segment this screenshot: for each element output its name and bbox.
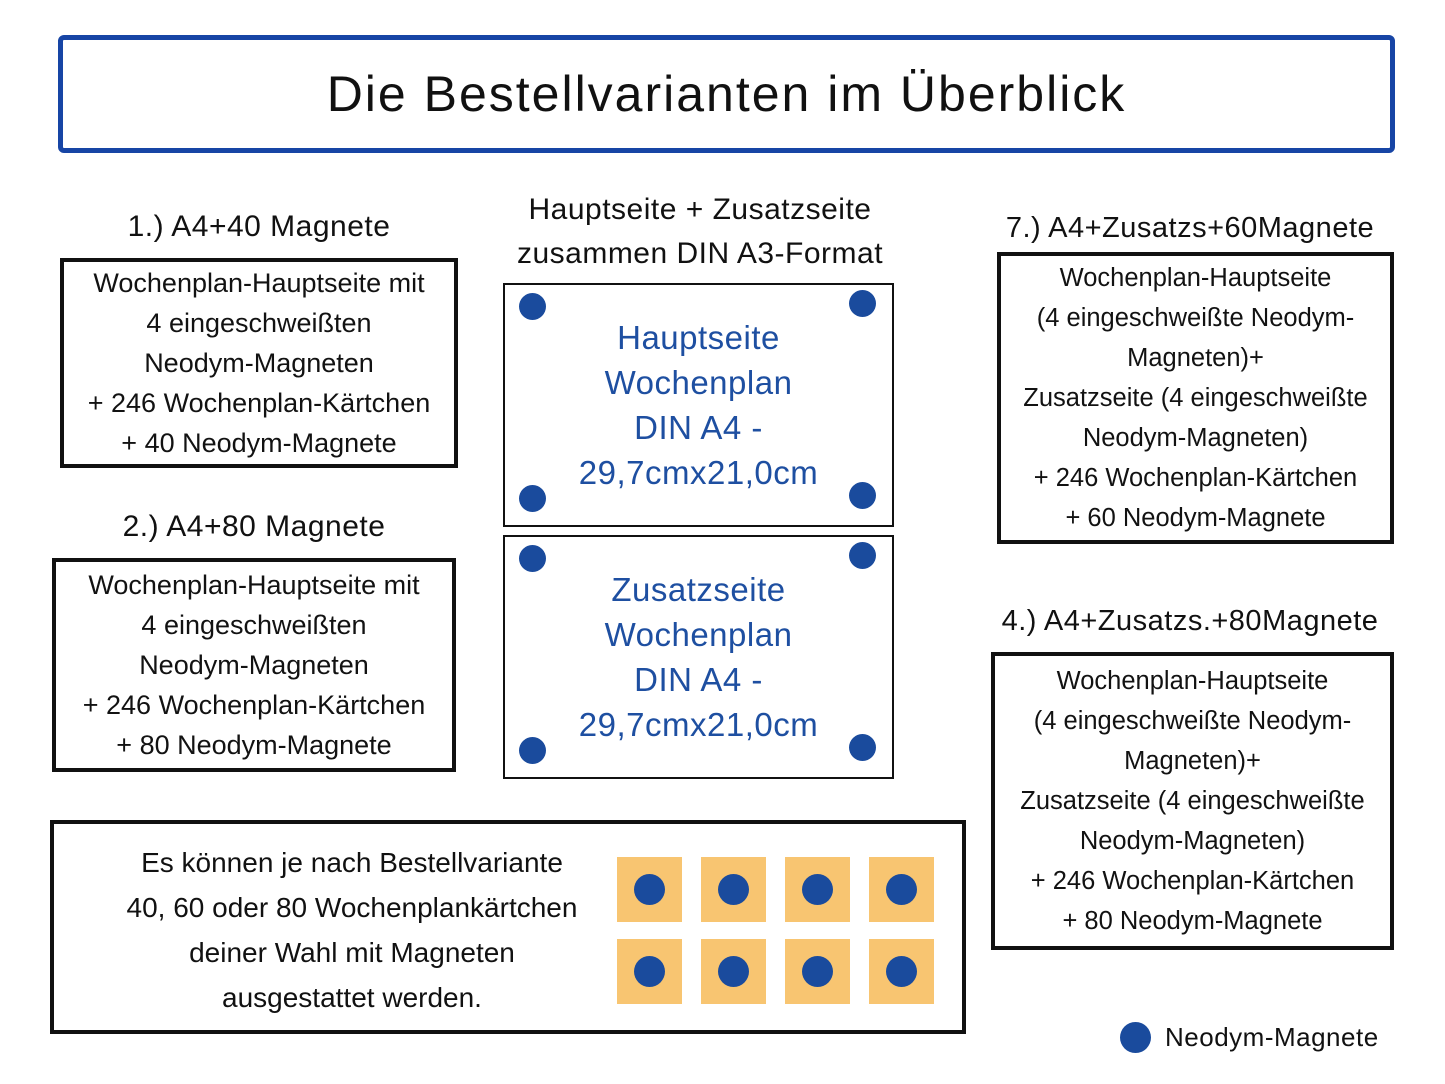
note-line: deiner Wahl mit Magneten	[189, 937, 515, 968]
note-line: ausgestattet werden.	[222, 982, 482, 1013]
magnet-dot	[886, 956, 917, 987]
magnet-dot	[1120, 1022, 1151, 1053]
magnet-dot	[802, 874, 833, 905]
title-banner	[58, 35, 1395, 153]
variant-1-line: 4 eingeschweißten	[146, 308, 372, 338]
variant-2-line: 4 eingeschweißten	[141, 610, 367, 640]
magnet-card	[617, 857, 682, 922]
page-text-line: Wochenplan	[604, 364, 793, 401]
note-text	[76, 840, 628, 1020]
variant-1-line: Wochenplan-Hauptseite mit	[93, 268, 425, 298]
variant-2-line: + 80 Neodym-Magnete	[116, 730, 392, 760]
magnet-card	[869, 939, 934, 1004]
magnet-dot	[634, 874, 665, 905]
page-text-line: Hauptseite	[617, 319, 780, 356]
magnet-dot	[519, 293, 546, 320]
variant-4-line: + 80 Neodym-Magnete	[1062, 907, 1323, 935]
legend-label: Neodym-Magnete	[1165, 1022, 1379, 1052]
magnet-dot	[519, 485, 546, 512]
magnet-dot	[519, 545, 546, 572]
magnet-dot	[849, 482, 876, 509]
page-text-line: DIN A4 -	[634, 661, 763, 698]
variant-1-line: Neodym-Magneten	[144, 348, 374, 378]
magnet-card	[617, 939, 682, 1004]
variant-7-line: Magneten)+	[1127, 344, 1264, 372]
magnet-dot	[634, 956, 665, 987]
center-heading-line: Hauptseite + Zusatzseite	[528, 193, 872, 226]
variant-7-line: + 246 Wochenplan-Kärtchen	[1033, 464, 1358, 492]
variant-2-heading: 2.) A4+80 Magnete	[122, 510, 386, 543]
variant-7-line: Neodym-Magneten)	[1082, 424, 1309, 452]
magnet-dot	[886, 874, 917, 905]
center-heading	[495, 188, 905, 276]
variant-2-line: + 246 Wochenplan-Kärtchen	[82, 690, 426, 720]
zusatzseite-page-box	[503, 535, 894, 779]
note-line: 40, 60 oder 80 Wochenplankärtchen	[126, 892, 578, 923]
magnet-dot	[718, 956, 749, 987]
page-text-line: Zusatzseite	[611, 571, 786, 608]
variant-7-line: Zusatzseite (4 eingeschweißte	[1023, 384, 1368, 412]
magnet-card	[869, 857, 934, 922]
variant-7-line: + 60 Neodym-Magnete	[1065, 504, 1326, 532]
legend	[1120, 1022, 1379, 1053]
page-text-line: DIN A4 -	[634, 409, 763, 446]
magnet-dot	[849, 290, 876, 317]
variant-4-line: Magneten)+	[1124, 747, 1261, 775]
hauptseite-page-box	[503, 283, 894, 527]
variant-1-box	[60, 258, 458, 468]
page-title: Die Bestellvarianten im Überblick	[326, 66, 1127, 122]
note-box	[50, 820, 966, 1034]
variant-2-line: Neodym-Magneten	[139, 650, 369, 680]
magnet-card-grid	[617, 857, 934, 1004]
variant-2-box	[52, 558, 456, 772]
magnet-card	[785, 939, 850, 1004]
magnet-card	[785, 857, 850, 922]
variant-1-line: + 246 Wochenplan-Kärtchen	[87, 388, 431, 418]
page-text-line: 29,7cmx21,0cm	[578, 454, 819, 491]
variant-4-heading: 4.) A4+Zusatzs.+80Magnete	[1001, 605, 1379, 637]
variant-7-heading: 7.) A4+Zusatzs+60Magnete	[1005, 212, 1375, 244]
variant-7-box	[997, 252, 1394, 544]
variant-2-line: Wochenplan-Hauptseite mit	[88, 570, 420, 600]
zusatzseite-page-text	[579, 567, 818, 747]
variant-7-line: Wochenplan-Hauptseite	[1059, 264, 1332, 292]
magnet-card	[701, 939, 766, 1004]
variant-4-line: + 246 Wochenplan-Kärtchen	[1030, 867, 1355, 895]
note-line: Es können je nach Bestellvariante	[141, 847, 563, 878]
page-text-line: 29,7cmx21,0cm	[578, 706, 819, 743]
hauptseite-page-text	[579, 315, 818, 495]
magnet-dot	[718, 874, 749, 905]
variant-4-line: Neodym-Magneten)	[1079, 827, 1306, 855]
variant-7-line: (4 eingeschweißte Neodym-	[1036, 304, 1355, 332]
variant-1-line: + 40 Neodym-Magnete	[121, 428, 397, 458]
variant-4-line: Wochenplan-Hauptseite	[1056, 667, 1329, 695]
center-heading-line: zusammen DIN A3-Format	[516, 237, 884, 270]
variant-4-box	[991, 652, 1394, 950]
magnet-dot	[849, 542, 876, 569]
variant-4-line: Zusatzseite (4 eingeschweißte	[1020, 787, 1365, 815]
variant-1-heading: 1.) A4+40 Magnete	[127, 210, 391, 243]
magnet-dot	[519, 737, 546, 764]
magnet-dot	[849, 734, 876, 761]
magnet-dot	[802, 956, 833, 987]
page-text-line: Wochenplan	[604, 616, 793, 653]
variant-4-line: (4 eingeschweißte Neodym-	[1033, 707, 1352, 735]
magnet-card	[701, 857, 766, 922]
